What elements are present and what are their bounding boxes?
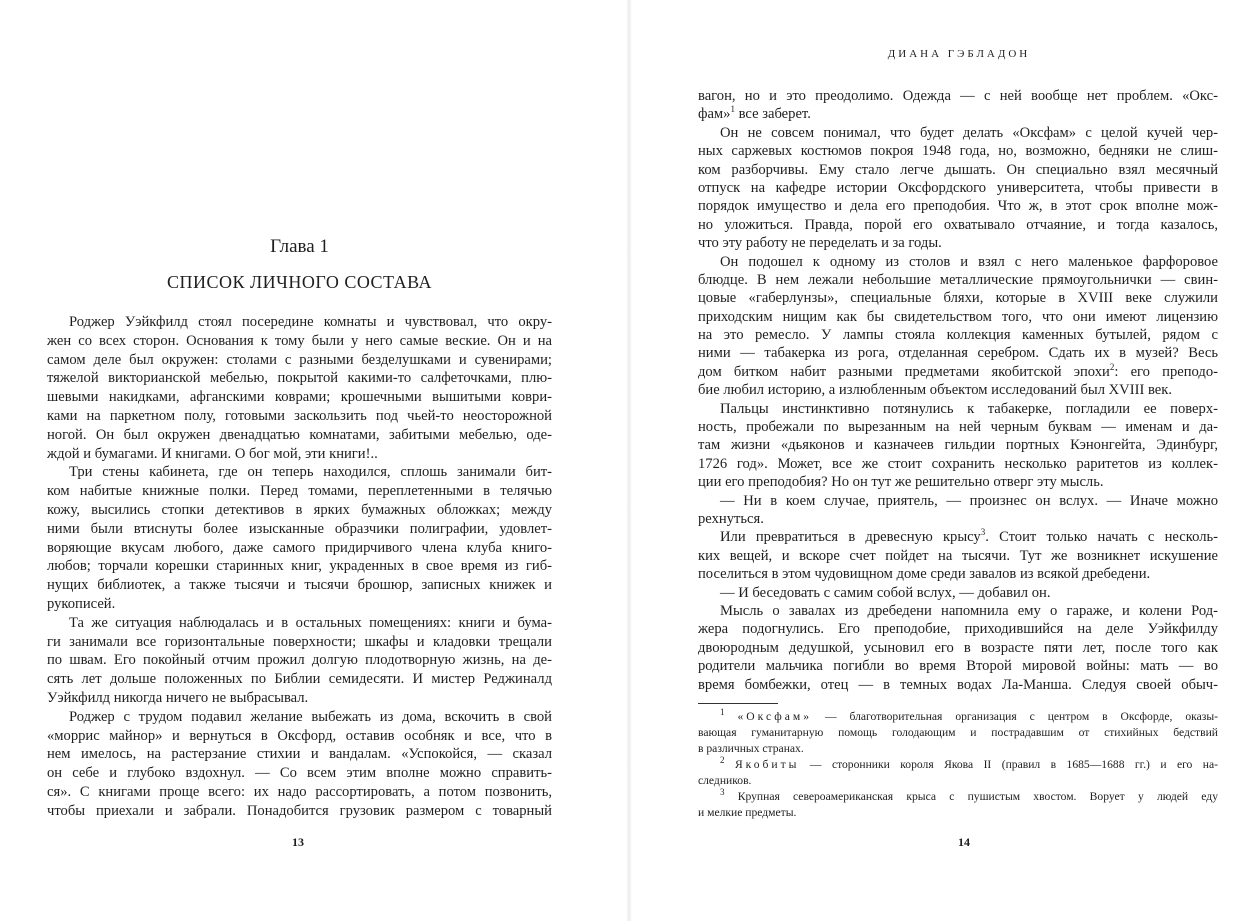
text-line: время бомбежки, отец — в темных водах Ла-Манша. Следуя своей обыч- — [698, 676, 1218, 693]
text-line: цовые «габерлунзы», специальные бляхи, которые в XVIII веке служили — [698, 290, 1218, 307]
text-line: ции его преподобия? Но он тут же решительно отверг эту мысль. — [698, 474, 1104, 491]
page-number: 14 — [958, 835, 970, 849]
footnote-ref: 3 — [980, 527, 986, 538]
footnote-line — [698, 709, 1218, 725]
text-line: ся». С книгами проще всего: их надо рассортировать, а потом позвонить, — [47, 783, 552, 800]
chapter-title: СПИСОК ЛИЧНОГО СОСТАВА — [166, 272, 433, 292]
text-line: воряющие вкусам любого, даже самого придирчивого члена клуба книго- — [47, 539, 552, 556]
footnote-term: «Оксфам» — [737, 710, 813, 723]
text-line: ними — табакерка из рога, отделанная серебром. Сдать их в музей? Весь — [698, 345, 1218, 362]
text-line: нущих библиотек, а также тысячи и тысячи брошюр, записных книжек и — [47, 577, 552, 594]
text-line: жера подогнулись. Его преподобие, приходившийся на деле Уэйкфилду — [698, 621, 1218, 638]
text-line: — Ни в коем случае, приятель, — произнес он вслух. — Иначе можно — [720, 492, 1218, 509]
text-line: дом битком набит разными предметами якобитской эпохи$^2$: его преподо- — [698, 362, 1218, 380]
text-line: ногой. Он был окружен двенадцатью комнатами, забитыми мебелью, оде- — [47, 426, 552, 443]
text-line: по швам. Его покойный отчим прожил долгую плодотворную жизнь, на де- — [47, 652, 552, 669]
footnote-term: Якобиты — [734, 758, 800, 771]
text-line: ность, пробежали по вырезанным на ней черным буквам — именам и да- — [698, 419, 1218, 436]
text-line: рукописей. — [47, 595, 116, 612]
text-line: 1726 год». Может, все же стоит сохранить несколько раритетов из коллек- — [698, 455, 1218, 472]
text-line: порядок имущество и дела его преподобия. Что ж, в этот срок вполне мож- — [698, 198, 1218, 215]
right-page — [630, 0, 1258, 921]
footnote-text: и мелкие предметы. — [698, 806, 797, 819]
footnote-divider — [698, 703, 778, 704]
footnote-line — [698, 805, 1218, 821]
text-line: ком набитые книжные полки. Перед томами, переплетенными в телячью — [47, 483, 552, 500]
text-line: Та же ситуация наблюдалась и в остальных помещениях: книги и бума- — [69, 614, 552, 631]
text-line: рехнуться. — [698, 510, 764, 527]
text-line: Он не совсем понимал, что будет делать «Оксфам» с целой кучей чер- — [720, 124, 1218, 141]
text-line: кожу, высились стопки детективов в ярких бумажных обложках; между — [47, 501, 552, 518]
text-line: он себе и глубоко вздохнул. — Со всем этим вполне можно справить- — [47, 765, 552, 782]
footnotes — [698, 709, 1218, 821]
text-line: Роджер Уэйкфилд стоял посередине комнаты и чувствовал, что окру- — [69, 314, 552, 330]
text-line: фам»$^1$ все заберет. — [698, 104, 811, 123]
left-body-text — [47, 313, 552, 821]
footnote-line — [698, 741, 1218, 757]
text-line: блюдце. В нем лежали небольшие металлические прямоугольнички — свин- — [698, 271, 1218, 288]
text-line: родители мальчика погибли во время Второй мировой войны: мать — во — [698, 658, 1218, 675]
text-line: ками на паркетном полу, готовыми заскользить под чьей-то неосторожной — [47, 407, 552, 424]
text-line: двоюродным дедушкой, усыновил его в возрасте пяти лет, после того как — [698, 639, 1218, 656]
text-line: что эту работу не переделать и за годы. — [698, 235, 942, 252]
text-line: ждой и бумагами. И книгами. О бог мой, эти книги!.. — [47, 445, 378, 462]
footnote-number: 2 — [720, 755, 725, 766]
text-line: вагон, но и это преодолимо. Одежда — с ней вообще нет проблем. «Окс- — [698, 88, 1218, 104]
text-line: Он подошел к одному из столов и взял с него маленькое фарфоровое — [720, 253, 1218, 270]
footnote-text: — благотворительная организация с центром в Оксфорде, оказы- — [812, 710, 1218, 723]
text-line: жен со всех сторон. Основания к тому были у него самые веские. Он и на — [47, 332, 552, 349]
text-line: — И беседовать с самим собой вслух, — добавил он. — [720, 584, 1051, 601]
footnote-line — [698, 773, 1218, 789]
text-line: любов; торчали корешки старинных книг, украденных в свое время из гиб- — [47, 558, 552, 575]
footnote-text: Крупная североамериканская крыса с пушистым хвостом. Ворует у людей еду — [737, 790, 1218, 803]
text-line: сять лет дольше положенных по Библии семидесяти. И мистер Реджиналд — [47, 671, 552, 688]
text-line: Уэйкфилд никогда ничего не выбрасывал. — [47, 689, 309, 706]
text-line: чтобы приехали и забрали. Понадобится грузовик размером с товарный — [47, 802, 552, 819]
text-line: нем имелось, на растерзание стихии и вандалам. «Успокойся, — сказал — [47, 746, 552, 763]
footnote-text: — сторонники короля Якова II (правил в 1685—1688 гг.) и его на- — [799, 758, 1218, 771]
footnote-line — [698, 757, 1218, 773]
text-line: отпуск на кафедре истории Оксфордского университета, чтобы привести в — [698, 179, 1218, 196]
text-line: ных саржевых костюмов покроя 1948 года, но, возможно, бедняки не слиш- — [698, 143, 1218, 160]
text-line: ними были втиснуты более изысканные образчики полиграфии, удовлет- — [47, 520, 552, 537]
text-line: там жизни «дьяконов и казначеев гильдии портных Кэнонгейта, Эдинбург, — [698, 437, 1218, 454]
text-line: Или превратиться в древесную крысу$^3$. Стоит только начать с несколь- — [720, 527, 1218, 546]
text-line: шевыми накидками, афганскими коврами; крошечными вышитыми коври- — [47, 389, 552, 406]
text-line: ком разборчивы. Ему стало легче дышать. Он специально взял месячный — [698, 161, 1218, 178]
footnote-ref: 2 — [1109, 362, 1115, 372]
text-line: бие любил историю, а излюбленным объектом исследований был XVIII век. — [698, 382, 1172, 399]
footnote-text: вающая гуманитарную помощь голодающим и пострадавшим от стихийных бедствий — [698, 726, 1218, 739]
footnote-ref: 1 — [730, 104, 735, 115]
text-line: самом деле был окружен: столами с разными безделушками и сувенирами; — [47, 351, 552, 368]
footnote-line — [698, 725, 1218, 741]
text-line: ких вещей, и вскоре счет пойдет на тысячи. Тут же возникнет искушение — [698, 547, 1218, 564]
text-line: тяжелой викторианской мебелью, покрытой какими-то салфеточками, плю- — [47, 370, 552, 387]
text-line: поселиться в этом чудовищном доме среди завалов из всякой дребедени. — [698, 566, 1151, 583]
text-line: но уложиться. Правда, порой его охватывало отчаяние, и тогда казалось, — [698, 216, 1218, 233]
right-body-text — [698, 87, 1218, 694]
footnote-text: следников. — [698, 774, 752, 787]
text-line: ги занимали все горизонтальные поверхности; шкафы и кладовки трещали — [47, 633, 552, 650]
footnote-text: в различных странах. — [698, 742, 804, 755]
footnote-number: 3 — [720, 787, 725, 798]
footnote-number: 1 — [720, 707, 725, 718]
footnote-line — [698, 789, 1218, 805]
text-line: на это ремесло. У лампы стояла коллекция каменных бутылей, рядом с — [698, 327, 1218, 344]
running-head: ДИАНА ГЭБЛАДОН — [887, 48, 1031, 60]
text-line: Роджер с трудом подавил желание выбежать из дома, вскочить в свой — [69, 708, 552, 725]
chapter-number: Глава 1 — [270, 236, 329, 257]
page-number: 13 — [292, 835, 304, 849]
text-line: Три стены кабинета, где он теперь находился, сплошь занимали бит- — [69, 464, 552, 481]
text-line: приходским нищим как бы свидетельством того, что они имеют лицензию — [698, 308, 1218, 325]
text-line: Мысль о завалах из дребедени напомнила ему о гараже, и колени Род- — [720, 602, 1218, 619]
text-line: «моррис майнор» и вернуться в Оксфорд, оставив особняк и все, что в — [47, 727, 552, 744]
text-line: Пальцы инстинктивно потянулись к табакерке, погладили ее поверх- — [720, 400, 1218, 417]
